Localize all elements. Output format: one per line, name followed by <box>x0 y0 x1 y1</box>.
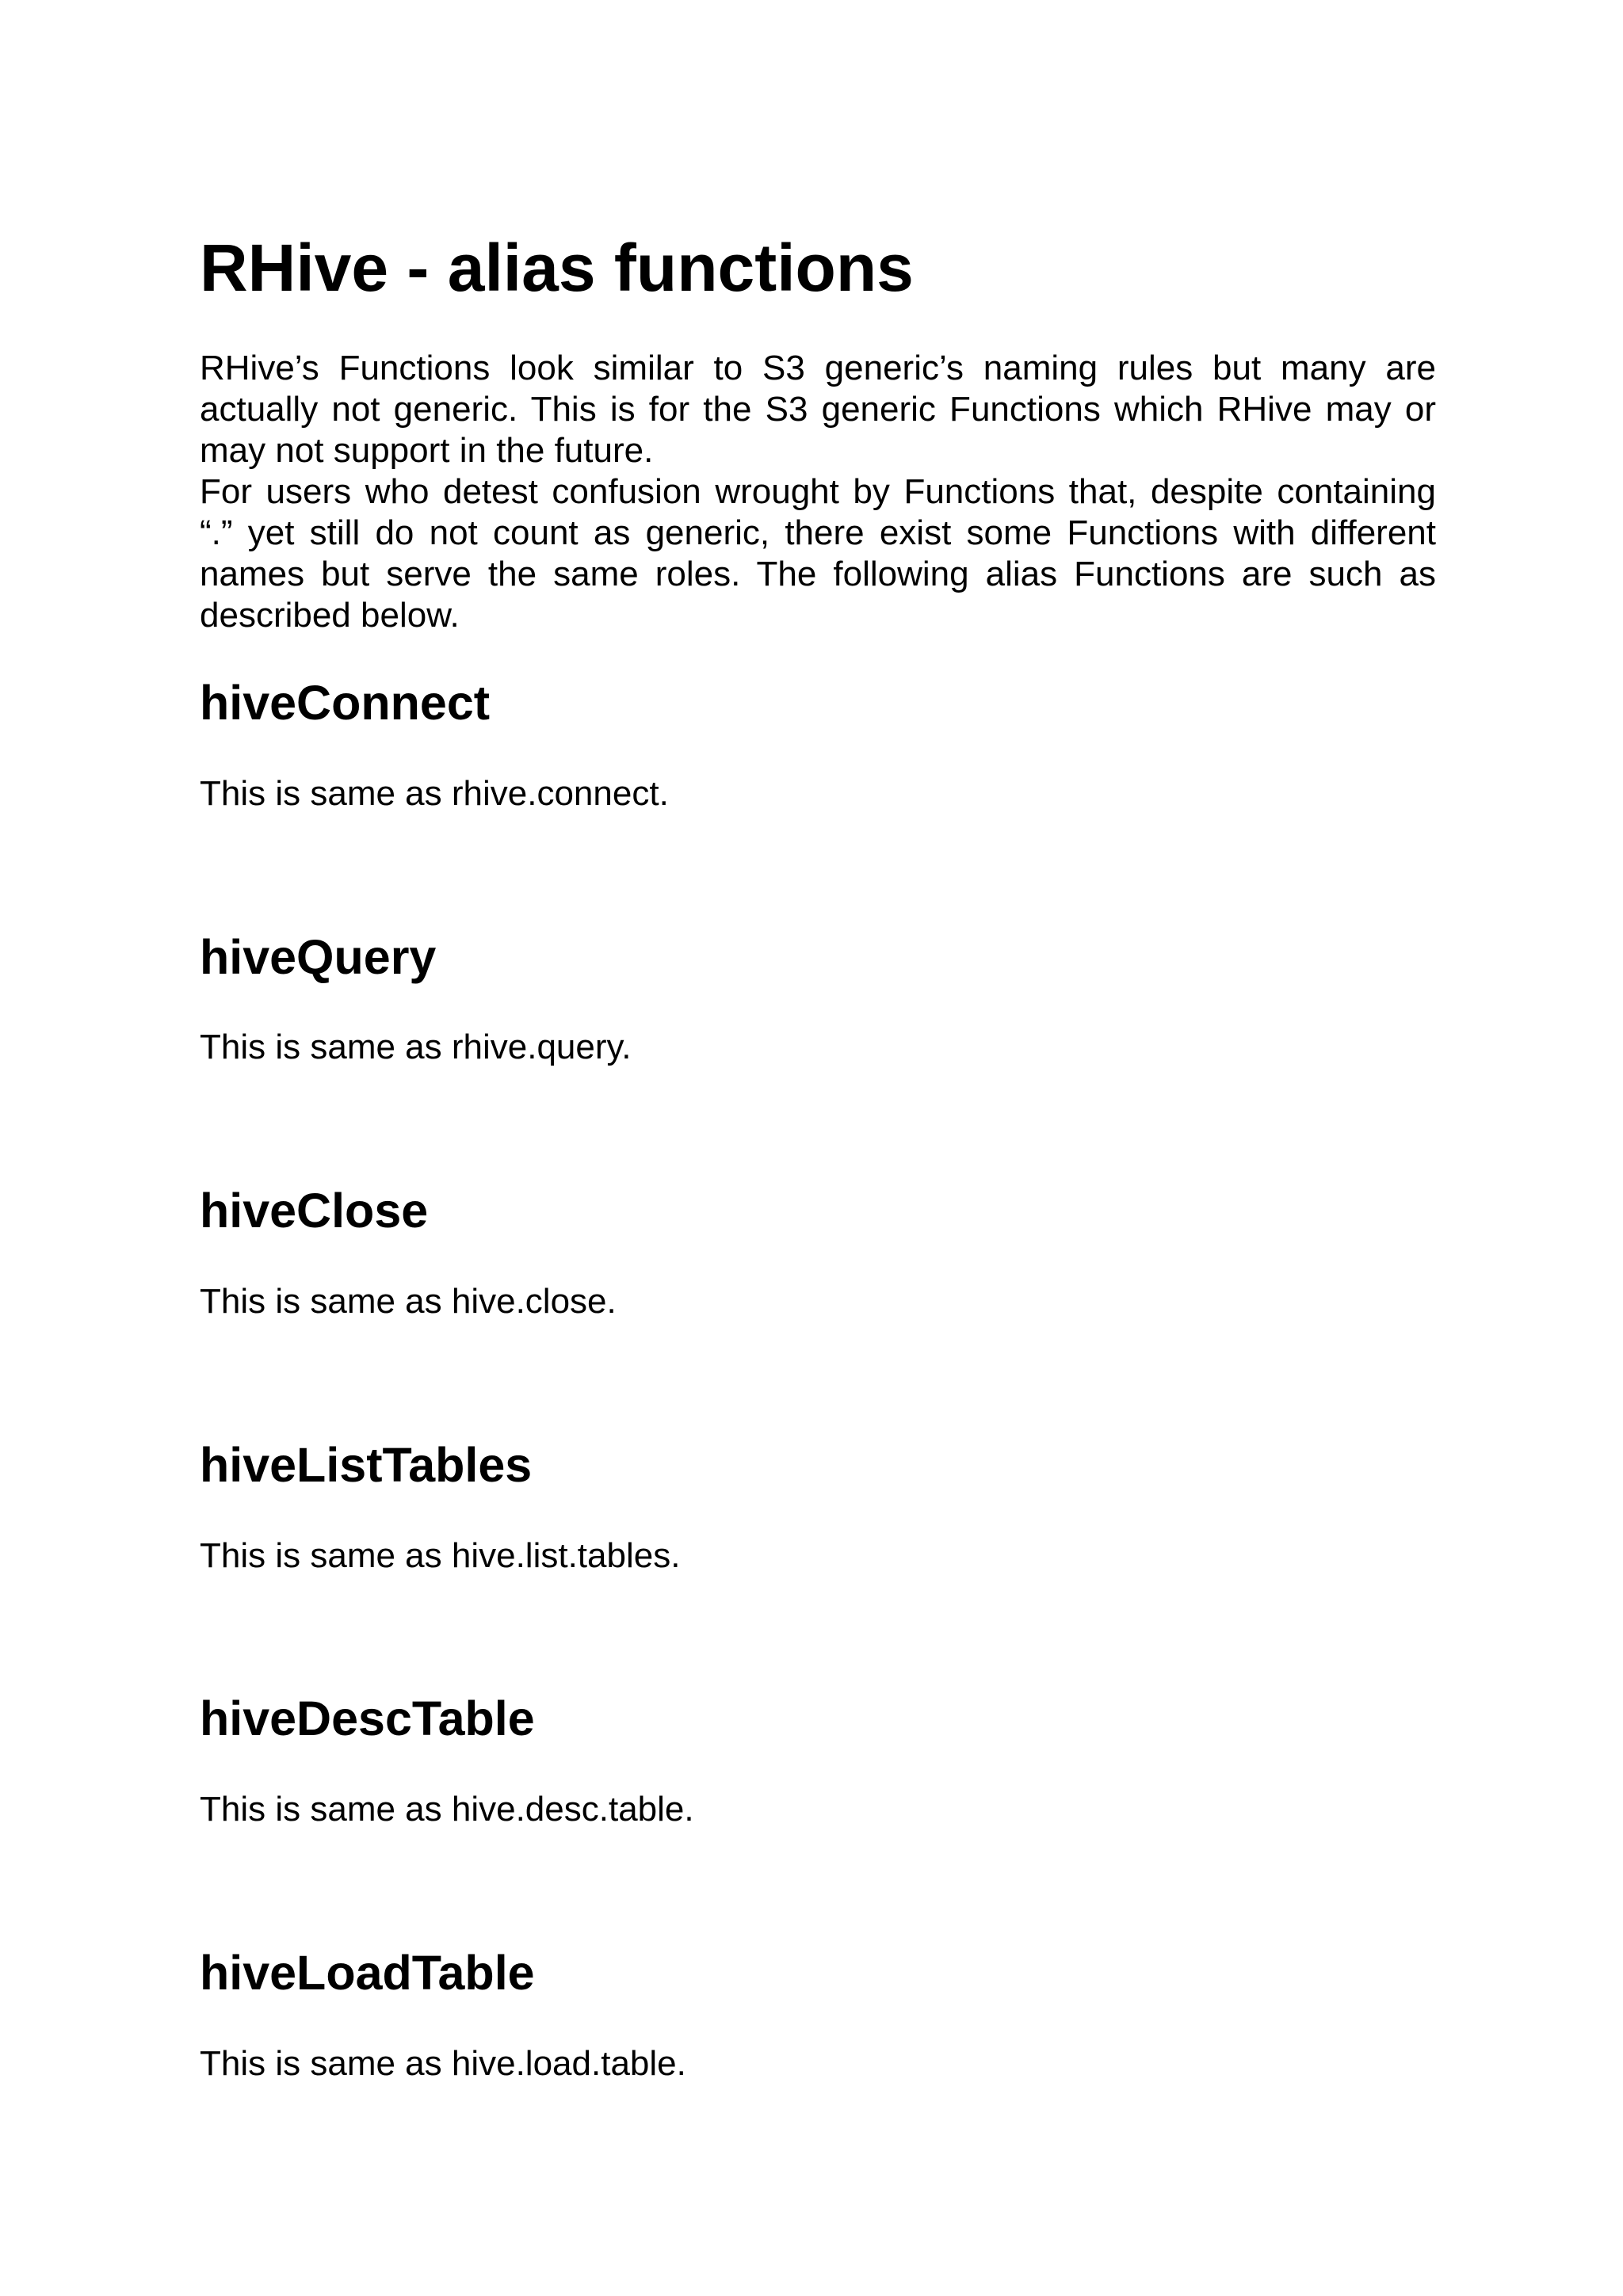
section-body-hiveclose: This is same as hive.close. <box>200 1282 617 1321</box>
intro-paragraph: RHive’s Functions look similar to S3 generic’s naming rules but many are actually not generic. This is for the S3 generic Functions which RHive may or may not support in the future. <box>200 349 1436 470</box>
section-heading-hiveclose: hiveClose <box>200 1184 429 1238</box>
section-heading-hivequery: hiveQuery <box>200 930 437 984</box>
section-body-hiveconnect: This is same as rhive.connect. <box>200 774 669 813</box>
section-body-hivelisttables: This is same as hive.list.tables. <box>200 1536 681 1575</box>
section-body-hivedesctable: This is same as hive.desc.table. <box>200 1790 694 1829</box>
section-heading-hiveloadtable: hiveLoadTable <box>200 1946 535 2000</box>
section-heading-hiveconnect: hiveConnect <box>200 676 491 730</box>
intro-paragraph: For users who detest confusion wrought by Functions that, despite containing “.” yet still do not count as generic, there exist some Functions with different names but serve the same roles. The following alias Functions are such as described below. <box>200 472 1436 635</box>
intro-text <box>200 348 1436 636</box>
section-heading-hivedesctable: hiveDescTable <box>200 1691 535 1745</box>
section-body-hivequery: This is same as rhive.query. <box>200 1028 632 1066</box>
page-title: RHive - alias functions <box>200 231 914 305</box>
section-heading-hivelisttables: hiveListTables <box>200 1438 533 1492</box>
section-body-hiveloadtable: This is same as hive.load.table. <box>200 2044 686 2083</box>
